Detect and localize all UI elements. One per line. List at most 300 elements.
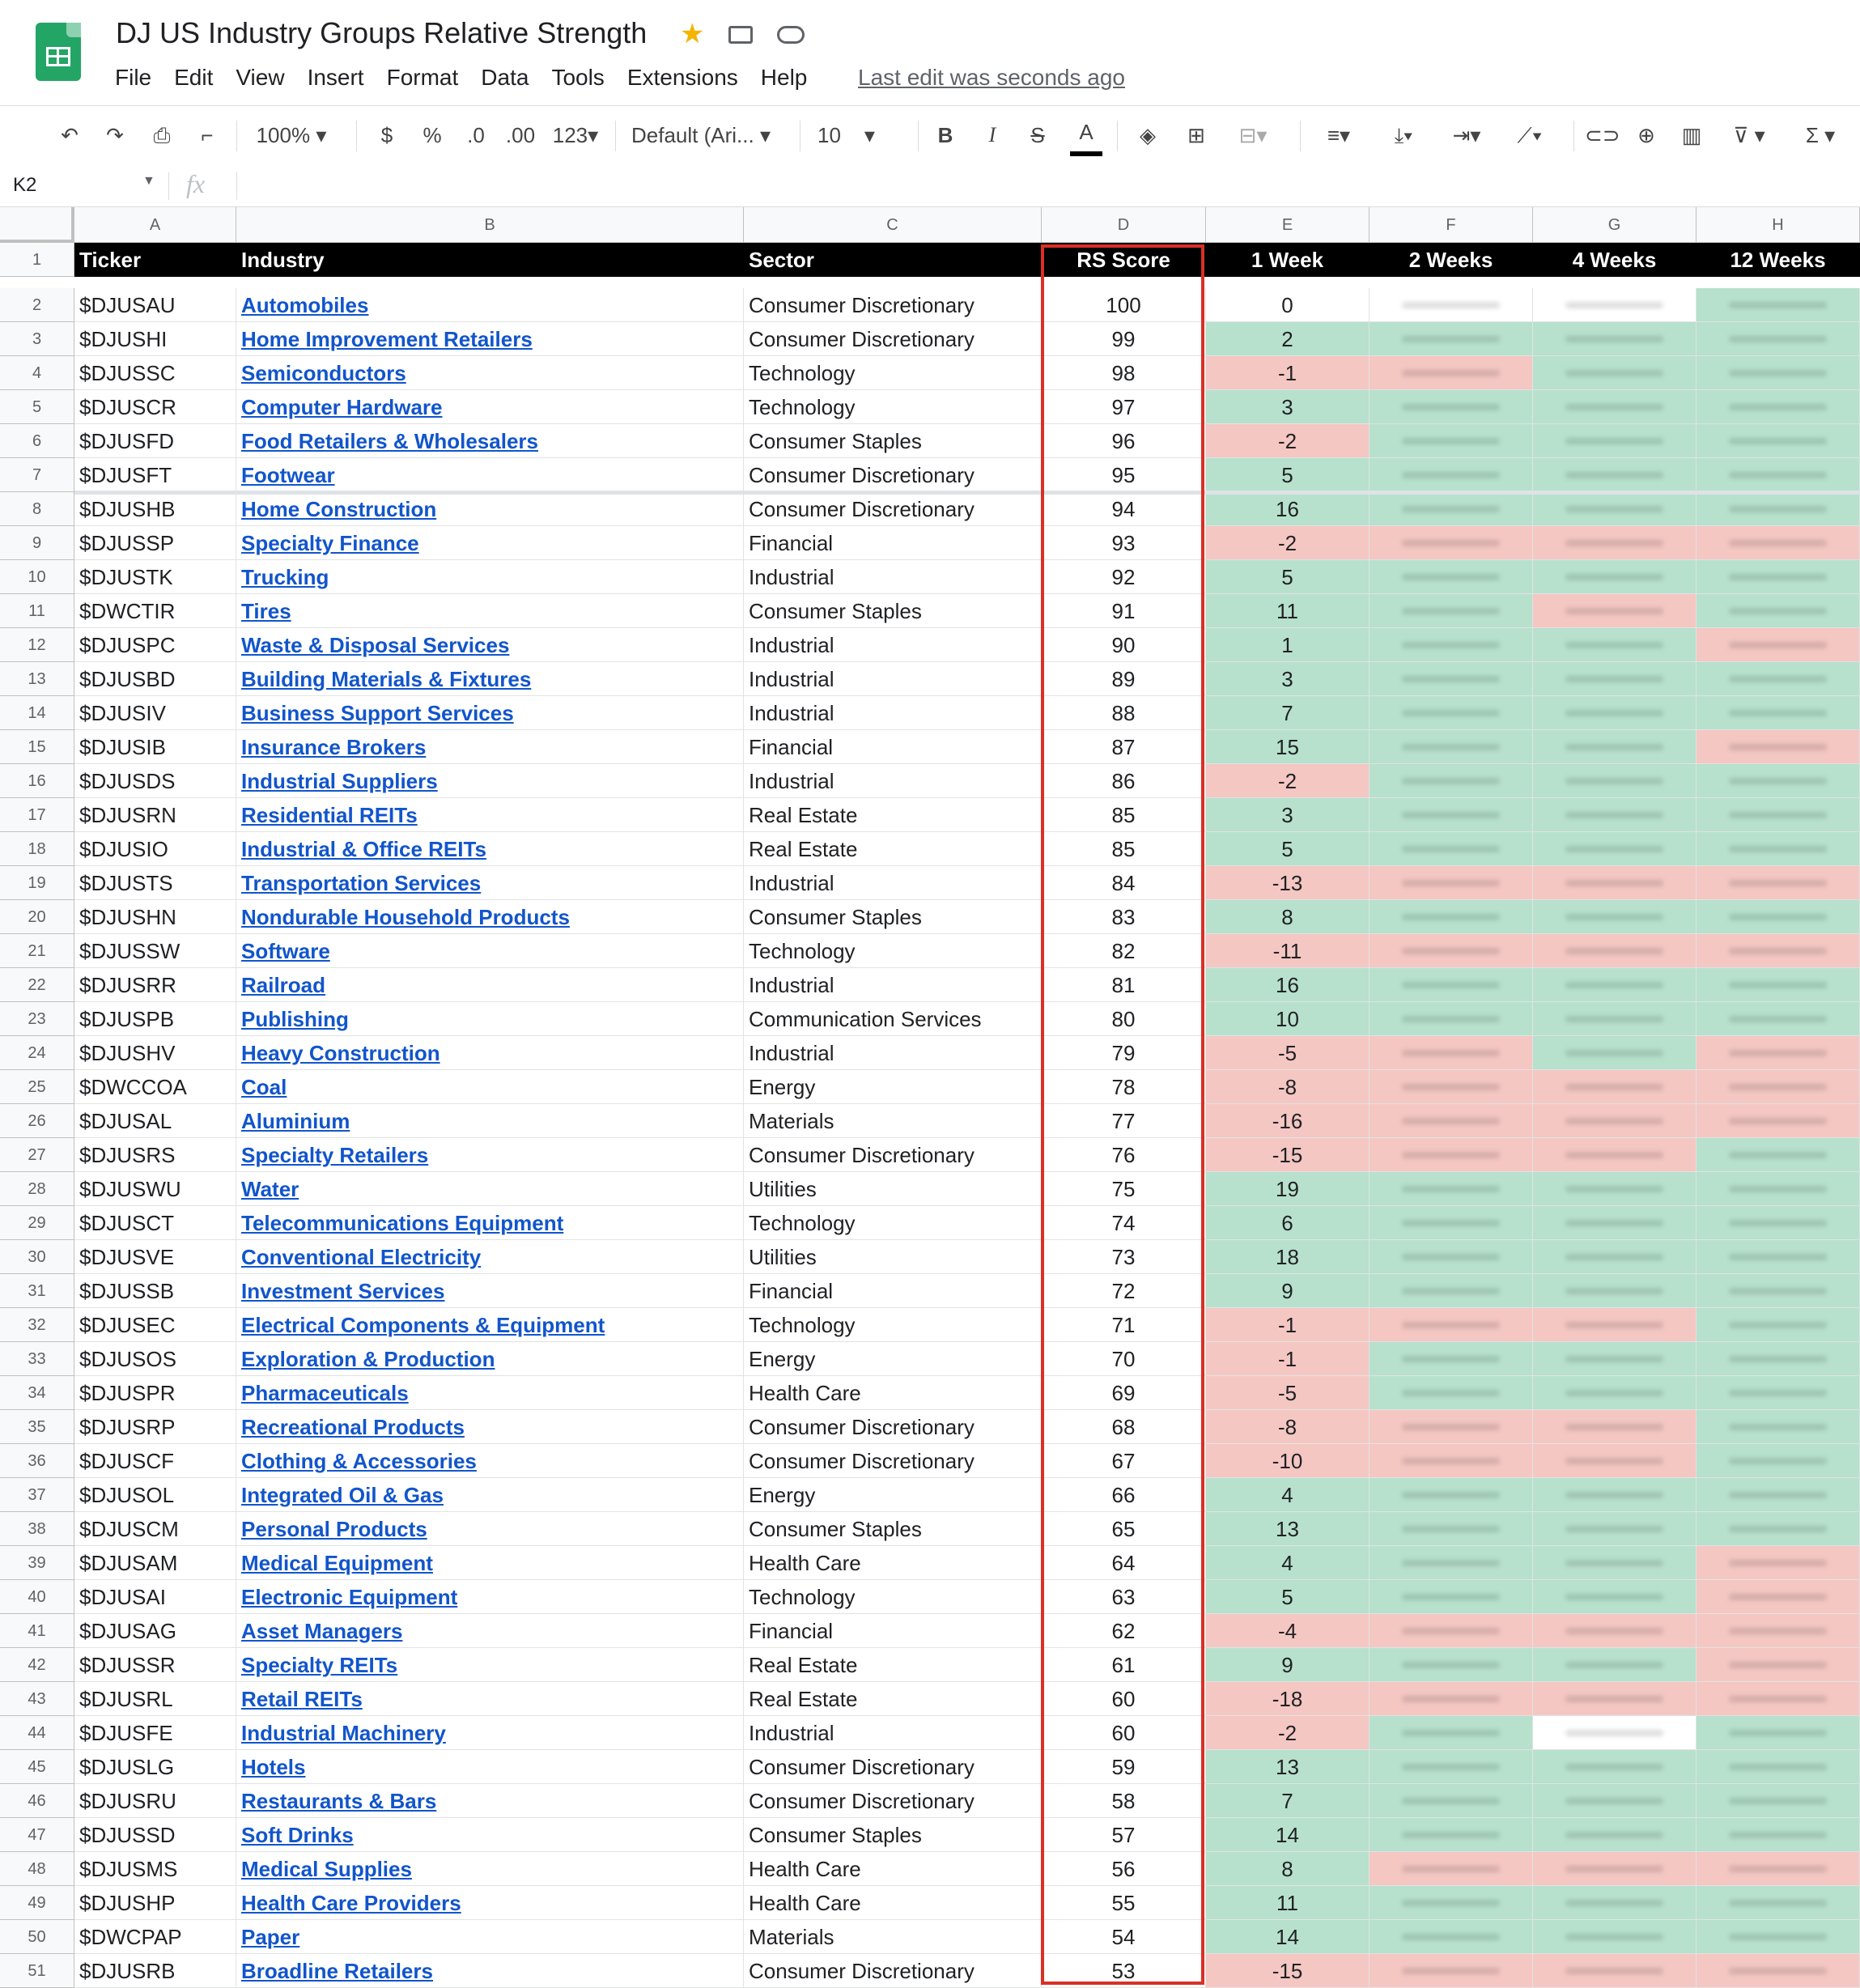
industry-link[interactable]: Industrial Machinery xyxy=(241,1721,446,1745)
industry-link[interactable]: Waste & Disposal Services xyxy=(241,633,510,657)
two-weeks-cell[interactable] xyxy=(1370,560,1533,594)
four-weeks-cell[interactable] xyxy=(1533,288,1697,322)
row-number[interactable]: 9 xyxy=(0,526,74,560)
rs-score-cell[interactable]: 75 xyxy=(1042,1172,1206,1206)
one-week-cell[interactable]: 9 xyxy=(1206,1648,1370,1682)
industry-link[interactable]: Soft Drinks xyxy=(241,1823,354,1847)
ticker-cell[interactable]: $DJUSFE xyxy=(74,1716,236,1750)
industry-link[interactable]: Software xyxy=(241,939,330,963)
row-number[interactable]: 30 xyxy=(0,1240,74,1274)
row-number[interactable]: 51 xyxy=(0,1954,74,1988)
one-week-cell[interactable]: -15 xyxy=(1206,1138,1370,1172)
sector-cell[interactable]: Consumer Discretionary xyxy=(744,1410,1042,1444)
row-number[interactable]: 31 xyxy=(0,1274,74,1308)
one-week-cell[interactable]: 15 xyxy=(1206,730,1370,764)
industry-link[interactable]: Railroad xyxy=(241,973,326,997)
one-week-cell[interactable]: 2 xyxy=(1206,322,1370,356)
decrease-decimal-button[interactable]: .0 xyxy=(467,123,485,147)
two-weeks-cell[interactable] xyxy=(1370,1920,1533,1954)
two-weeks-cell[interactable] xyxy=(1370,322,1533,356)
four-weeks-cell[interactable] xyxy=(1533,1512,1697,1546)
four-weeks-cell[interactable] xyxy=(1533,1206,1697,1240)
rs-score-cell[interactable]: 60 xyxy=(1042,1682,1206,1716)
industry-cell[interactable] xyxy=(236,458,744,492)
industry-cell[interactable] xyxy=(236,764,744,798)
four-weeks-cell[interactable] xyxy=(1533,560,1697,594)
two-weeks-cell[interactable] xyxy=(1370,526,1533,560)
twelve-weeks-cell[interactable] xyxy=(1697,458,1860,492)
sector-cell[interactable]: Technology xyxy=(744,1308,1042,1342)
rs-score-cell[interactable]: 88 xyxy=(1042,696,1206,730)
header-12-weeks[interactable]: 12 Weeks xyxy=(1697,243,1860,277)
rs-score-cell[interactable]: 61 xyxy=(1042,1648,1206,1682)
industry-link[interactable]: Electronic Equipment xyxy=(241,1585,458,1609)
sector-cell[interactable]: Financial xyxy=(744,1274,1042,1308)
ticker-cell[interactable]: $DJUSRB xyxy=(74,1954,236,1988)
twelve-weeks-cell[interactable] xyxy=(1697,1886,1860,1920)
industry-cell[interactable] xyxy=(236,1274,744,1308)
industry-cell[interactable] xyxy=(236,356,744,390)
ticker-cell[interactable]: $DJUSVE xyxy=(74,1240,236,1274)
rs-score-cell[interactable]: 70 xyxy=(1042,1342,1206,1376)
one-week-cell[interactable]: 4 xyxy=(1206,1478,1370,1512)
row-number[interactable]: 1 xyxy=(0,243,74,277)
fill-color-icon[interactable]: ◈ xyxy=(1140,123,1156,147)
two-weeks-cell[interactable] xyxy=(1370,1648,1533,1682)
merge-cells-icon[interactable]: ⊟▾ xyxy=(1238,123,1268,147)
industry-cell[interactable] xyxy=(236,1852,744,1886)
column-header-d[interactable]: D xyxy=(1042,207,1206,243)
industry-link[interactable]: Business Support Services xyxy=(241,701,514,725)
one-week-cell[interactable]: 11 xyxy=(1206,1886,1370,1920)
rs-score-cell[interactable]: 90 xyxy=(1042,628,1206,662)
industry-cell[interactable] xyxy=(236,1478,744,1512)
sector-cell[interactable]: Technology xyxy=(744,390,1042,424)
one-week-cell[interactable]: 14 xyxy=(1206,1818,1370,1852)
two-weeks-cell[interactable] xyxy=(1370,1478,1533,1512)
two-weeks-cell[interactable] xyxy=(1370,1274,1533,1308)
four-weeks-cell[interactable] xyxy=(1533,1274,1697,1308)
one-week-cell[interactable]: -2 xyxy=(1206,526,1370,560)
freeze-divider[interactable] xyxy=(74,491,1860,495)
four-weeks-cell[interactable] xyxy=(1533,764,1697,798)
sector-cell[interactable]: Consumer Staples xyxy=(744,1512,1042,1546)
four-weeks-cell[interactable] xyxy=(1533,1920,1697,1954)
sector-cell[interactable]: Technology xyxy=(744,356,1042,390)
industry-link[interactable]: Conventional Electricity xyxy=(241,1245,482,1269)
four-weeks-cell[interactable] xyxy=(1533,1682,1697,1716)
one-week-cell[interactable]: -2 xyxy=(1206,1716,1370,1750)
rs-score-cell[interactable]: 56 xyxy=(1042,1852,1206,1886)
ticker-cell[interactable]: $DJUSPC xyxy=(74,628,236,662)
industry-link[interactable]: Residential REITs xyxy=(241,803,418,827)
row-number[interactable]: 16 xyxy=(0,764,74,798)
two-weeks-cell[interactable] xyxy=(1370,356,1533,390)
header-sector[interactable]: Sector xyxy=(744,243,1042,277)
select-all-corner[interactable] xyxy=(0,207,74,243)
four-weeks-cell[interactable] xyxy=(1533,1070,1697,1104)
rs-score-cell[interactable]: 97 xyxy=(1042,390,1206,424)
rs-score-cell[interactable]: 99 xyxy=(1042,322,1206,356)
one-week-cell[interactable]: 3 xyxy=(1206,798,1370,832)
two-weeks-cell[interactable] xyxy=(1370,628,1533,662)
sector-cell[interactable]: Financial xyxy=(744,1614,1042,1648)
two-weeks-cell[interactable] xyxy=(1370,866,1533,900)
industry-cell[interactable] xyxy=(236,1036,744,1070)
industry-link[interactable]: Industrial & Office REITs xyxy=(241,837,486,861)
twelve-weeks-cell[interactable] xyxy=(1697,1954,1860,1988)
row-number[interactable]: 37 xyxy=(0,1478,74,1512)
row-number[interactable]: 46 xyxy=(0,1784,74,1818)
header-1-week[interactable]: 1 Week xyxy=(1206,243,1370,277)
increase-decimal-button[interactable]: .00 xyxy=(505,123,536,147)
menu-view[interactable]: View xyxy=(236,65,285,90)
row-number[interactable]: 4 xyxy=(0,356,74,390)
two-weeks-cell[interactable] xyxy=(1370,1444,1533,1478)
two-weeks-cell[interactable] xyxy=(1370,1716,1533,1750)
four-weeks-cell[interactable] xyxy=(1533,526,1697,560)
menu-insert[interactable]: Insert xyxy=(307,65,364,90)
industry-link[interactable]: Restaurants & Bars xyxy=(241,1789,437,1813)
sector-cell[interactable]: Industrial xyxy=(744,764,1042,798)
two-weeks-cell[interactable] xyxy=(1370,1580,1533,1614)
one-week-cell[interactable]: -15 xyxy=(1206,1954,1370,1988)
sheets-logo-icon[interactable] xyxy=(36,23,81,81)
one-week-cell[interactable]: 14 xyxy=(1206,1920,1370,1954)
ticker-cell[interactable]: $DJUSTS xyxy=(74,866,236,900)
industry-cell[interactable] xyxy=(236,1580,744,1614)
ticker-cell[interactable]: $DJUSRU xyxy=(74,1784,236,1818)
row-number[interactable]: 38 xyxy=(0,1512,74,1546)
four-weeks-cell[interactable] xyxy=(1533,1342,1697,1376)
twelve-weeks-cell[interactable] xyxy=(1697,1852,1860,1886)
text-wrapping-icon[interactable]: ⇥▾ xyxy=(1452,123,1481,147)
one-week-cell[interactable]: -1 xyxy=(1206,1308,1370,1342)
two-weeks-cell[interactable] xyxy=(1370,1308,1533,1342)
ticker-cell[interactable]: $DJUSCM xyxy=(74,1512,236,1546)
twelve-weeks-cell[interactable] xyxy=(1697,594,1860,628)
industry-link[interactable]: Heavy Construction xyxy=(241,1041,440,1065)
industry-cell[interactable] xyxy=(236,1104,744,1138)
two-weeks-cell[interactable] xyxy=(1370,1682,1533,1716)
ticker-cell[interactable]: $DWCPAP xyxy=(74,1920,236,1954)
two-weeks-cell[interactable] xyxy=(1370,1002,1533,1036)
industry-cell[interactable] xyxy=(236,390,744,424)
industry-cell[interactable] xyxy=(236,1886,744,1920)
row-number[interactable]: 39 xyxy=(0,1546,74,1580)
four-weeks-cell[interactable] xyxy=(1533,662,1697,696)
four-weeks-cell[interactable] xyxy=(1533,1376,1697,1410)
ticker-cell[interactable]: $DJUSOL xyxy=(74,1478,236,1512)
column-header-e[interactable]: E xyxy=(1206,207,1370,243)
rs-score-cell[interactable]: 58 xyxy=(1042,1784,1206,1818)
industry-cell[interactable] xyxy=(236,1342,744,1376)
one-week-cell[interactable]: -1 xyxy=(1206,356,1370,390)
text-rotation-icon[interactable]: ⟋▾ xyxy=(1517,123,1543,147)
sector-cell[interactable]: Real Estate xyxy=(744,832,1042,866)
industry-cell[interactable] xyxy=(236,1444,744,1478)
twelve-weeks-cell[interactable] xyxy=(1697,968,1860,1002)
twelve-weeks-cell[interactable] xyxy=(1697,900,1860,934)
industry-link[interactable]: Specialty Finance xyxy=(241,531,419,555)
industry-cell[interactable] xyxy=(236,832,744,866)
twelve-weeks-cell[interactable] xyxy=(1697,1784,1860,1818)
cloud-status-icon[interactable] xyxy=(777,26,805,44)
row-number[interactable]: 29 xyxy=(0,1206,74,1240)
twelve-weeks-cell[interactable] xyxy=(1697,1818,1860,1852)
sector-cell[interactable]: Industrial xyxy=(744,1036,1042,1070)
four-weeks-cell[interactable] xyxy=(1533,1954,1697,1988)
one-week-cell[interactable]: 8 xyxy=(1206,900,1370,934)
ticker-cell[interactable]: $DJUSCF xyxy=(74,1444,236,1478)
one-week-cell[interactable]: 13 xyxy=(1206,1750,1370,1784)
twelve-weeks-cell[interactable] xyxy=(1697,1750,1860,1784)
four-weeks-cell[interactable] xyxy=(1533,424,1697,458)
rs-score-cell[interactable]: 87 xyxy=(1042,730,1206,764)
two-weeks-cell[interactable] xyxy=(1370,288,1533,322)
four-weeks-cell[interactable] xyxy=(1533,1240,1697,1274)
rs-score-cell[interactable]: 86 xyxy=(1042,764,1206,798)
industry-link[interactable]: Medical Equipment xyxy=(241,1551,433,1575)
twelve-weeks-cell[interactable] xyxy=(1697,1478,1860,1512)
industry-cell[interactable] xyxy=(236,526,744,560)
industry-link[interactable]: Transportation Services xyxy=(241,871,482,895)
insert-link-icon[interactable]: ⊂⊃ xyxy=(1585,123,1620,147)
row-number[interactable]: 11 xyxy=(0,594,74,628)
ticker-cell[interactable]: $DJUSAU xyxy=(74,288,236,322)
horizontal-align-icon[interactable]: ≡▾ xyxy=(1327,123,1351,147)
one-week-cell[interactable]: -10 xyxy=(1206,1444,1370,1478)
ticker-cell[interactable]: $DJUSFD xyxy=(74,424,236,458)
rs-score-cell[interactable]: 85 xyxy=(1042,832,1206,866)
industry-cell[interactable] xyxy=(236,1716,744,1750)
four-weeks-cell[interactable] xyxy=(1533,1580,1697,1614)
twelve-weeks-cell[interactable] xyxy=(1697,356,1860,390)
ticker-cell[interactable]: $DJUSWU xyxy=(74,1172,236,1206)
industry-link[interactable]: Insurance Brokers xyxy=(241,735,427,759)
italic-button[interactable]: I xyxy=(988,123,996,147)
twelve-weeks-cell[interactable] xyxy=(1697,1376,1860,1410)
ticker-cell[interactable]: $DJUSSR xyxy=(74,1648,236,1682)
twelve-weeks-cell[interactable] xyxy=(1697,1920,1860,1954)
ticker-cell[interactable]: $DWCTIR xyxy=(74,594,236,628)
four-weeks-cell[interactable] xyxy=(1533,1002,1697,1036)
one-week-cell[interactable]: 3 xyxy=(1206,662,1370,696)
four-weeks-cell[interactable] xyxy=(1533,1036,1697,1070)
one-week-cell[interactable]: -8 xyxy=(1206,1070,1370,1104)
rs-score-cell[interactable]: 69 xyxy=(1042,1376,1206,1410)
last-edit-link[interactable]: Last edit was seconds ago xyxy=(858,65,1125,90)
industry-cell[interactable] xyxy=(236,1614,744,1648)
sector-cell[interactable]: Consumer Staples xyxy=(744,594,1042,628)
four-weeks-cell[interactable] xyxy=(1533,1886,1697,1920)
sector-cell[interactable]: Industrial xyxy=(744,696,1042,730)
rs-score-cell[interactable]: 84 xyxy=(1042,866,1206,900)
industry-link[interactable]: Water xyxy=(241,1177,299,1201)
ticker-cell[interactable]: $DJUSMS xyxy=(74,1852,236,1886)
industry-link[interactable]: Nondurable Household Products xyxy=(241,905,570,929)
insert-comment-icon[interactable]: ⊕ xyxy=(1637,123,1655,147)
ticker-cell[interactable]: $DJUSCT xyxy=(74,1206,236,1240)
industry-cell[interactable] xyxy=(236,1376,744,1410)
ticker-cell[interactable]: $DJUSHP xyxy=(74,1886,236,1920)
twelve-weeks-cell[interactable] xyxy=(1697,866,1860,900)
sector-cell[interactable]: Industrial xyxy=(744,1716,1042,1750)
sector-cell[interactable]: Financial xyxy=(744,730,1042,764)
row-number[interactable]: 47 xyxy=(0,1818,74,1852)
industry-link[interactable]: Industrial Suppliers xyxy=(241,769,438,793)
four-weeks-cell[interactable] xyxy=(1533,322,1697,356)
sector-cell[interactable]: Industrial xyxy=(744,866,1042,900)
two-weeks-cell[interactable] xyxy=(1370,696,1533,730)
name-box[interactable]: K2 xyxy=(13,174,37,196)
industry-link[interactable]: Specialty Retailers xyxy=(241,1143,429,1167)
twelve-weeks-cell[interactable] xyxy=(1697,1444,1860,1478)
twelve-weeks-cell[interactable] xyxy=(1697,526,1860,560)
rs-score-cell[interactable]: 85 xyxy=(1042,798,1206,832)
industry-cell[interactable] xyxy=(236,1546,744,1580)
sector-cell[interactable]: Materials xyxy=(744,1104,1042,1138)
twelve-weeks-cell[interactable] xyxy=(1697,1546,1860,1580)
rs-score-cell[interactable]: 92 xyxy=(1042,560,1206,594)
four-weeks-cell[interactable] xyxy=(1533,458,1697,492)
rs-score-cell[interactable]: 89 xyxy=(1042,662,1206,696)
row-number[interactable]: 8 xyxy=(0,492,74,526)
row-number[interactable]: 33 xyxy=(0,1342,74,1376)
two-weeks-cell[interactable] xyxy=(1370,1138,1533,1172)
rs-score-cell[interactable]: 59 xyxy=(1042,1750,1206,1784)
one-week-cell[interactable]: -18 xyxy=(1206,1682,1370,1716)
one-week-cell[interactable]: 5 xyxy=(1206,560,1370,594)
industry-link[interactable]: Footwear xyxy=(241,463,335,487)
menu-format[interactable]: Format xyxy=(386,65,459,90)
one-week-cell[interactable]: -5 xyxy=(1206,1036,1370,1070)
more-formats-button[interactable]: 123▾ xyxy=(552,123,599,147)
menu-extensions[interactable]: Extensions xyxy=(626,65,738,90)
menu-data[interactable]: Data xyxy=(481,65,529,90)
industry-link[interactable]: Hotels xyxy=(241,1755,306,1779)
ticker-cell[interactable]: $DJUSHI xyxy=(74,322,236,356)
insert-chart-icon[interactable]: ▥ xyxy=(1681,123,1702,147)
two-weeks-cell[interactable] xyxy=(1370,1852,1533,1886)
industry-link[interactable]: Personal Products xyxy=(241,1517,427,1541)
ticker-cell[interactable]: $DJUSTK xyxy=(74,560,236,594)
row-number[interactable]: 32 xyxy=(0,1308,74,1342)
row-number[interactable]: 49 xyxy=(0,1886,74,1920)
move-folder-icon[interactable] xyxy=(728,26,753,44)
industry-cell[interactable] xyxy=(236,1240,744,1274)
two-weeks-cell[interactable] xyxy=(1370,1750,1533,1784)
ticker-cell[interactable]: $DJUSIV xyxy=(74,696,236,730)
two-weeks-cell[interactable] xyxy=(1370,730,1533,764)
row-number[interactable]: 34 xyxy=(0,1376,74,1410)
ticker-cell[interactable]: $DJUSHB xyxy=(74,492,236,526)
sector-cell[interactable]: Technology xyxy=(744,1206,1042,1240)
four-weeks-cell[interactable] xyxy=(1533,1444,1697,1478)
row-number[interactable]: 12 xyxy=(0,628,74,662)
column-header-g[interactable]: G xyxy=(1533,207,1697,243)
twelve-weeks-cell[interactable] xyxy=(1697,390,1860,424)
industry-cell[interactable] xyxy=(236,1784,744,1818)
sector-cell[interactable]: Consumer Discretionary xyxy=(744,1784,1042,1818)
sector-cell[interactable]: Health Care xyxy=(744,1852,1042,1886)
two-weeks-cell[interactable] xyxy=(1370,458,1533,492)
twelve-weeks-cell[interactable] xyxy=(1697,1614,1860,1648)
one-week-cell[interactable]: 8 xyxy=(1206,1852,1370,1886)
industry-cell[interactable] xyxy=(236,1682,744,1716)
industry-cell[interactable] xyxy=(236,560,744,594)
industry-link[interactable]: Electrical Components & Equipment xyxy=(241,1313,605,1337)
twelve-weeks-cell[interactable] xyxy=(1697,1512,1860,1546)
industry-link[interactable]: Retail REITs xyxy=(241,1687,363,1711)
one-week-cell[interactable]: 11 xyxy=(1206,594,1370,628)
four-weeks-cell[interactable] xyxy=(1533,1308,1697,1342)
one-week-cell[interactable]: -1 xyxy=(1206,1342,1370,1376)
row-number[interactable]: 3 xyxy=(0,322,74,356)
rs-score-cell[interactable]: 94 xyxy=(1042,492,1206,526)
industry-link[interactable]: Automobiles xyxy=(241,293,369,317)
two-weeks-cell[interactable] xyxy=(1370,900,1533,934)
four-weeks-cell[interactable] xyxy=(1533,1478,1697,1512)
industry-cell[interactable] xyxy=(236,1512,744,1546)
row-number[interactable]: 7 xyxy=(0,458,74,492)
row-number[interactable]: 43 xyxy=(0,1682,74,1716)
rs-score-cell[interactable]: 54 xyxy=(1042,1920,1206,1954)
row-number[interactable]: 19 xyxy=(0,866,74,900)
two-weeks-cell[interactable] xyxy=(1370,832,1533,866)
industry-link[interactable]: Building Materials & Fixtures xyxy=(241,667,532,691)
menu-tools[interactable]: Tools xyxy=(551,65,605,90)
sector-cell[interactable]: Consumer Discretionary xyxy=(744,322,1042,356)
twelve-weeks-cell[interactable] xyxy=(1697,1172,1860,1206)
filter-icon[interactable]: ⊽ ▾ xyxy=(1733,123,1765,147)
four-weeks-cell[interactable] xyxy=(1533,730,1697,764)
four-weeks-cell[interactable] xyxy=(1533,1784,1697,1818)
one-week-cell[interactable]: 7 xyxy=(1206,1784,1370,1818)
industry-link[interactable]: Specialty REITs xyxy=(241,1653,398,1677)
sector-cell[interactable]: Consumer Discretionary xyxy=(744,458,1042,492)
header-2-weeks[interactable]: 2 Weeks xyxy=(1370,243,1533,277)
twelve-weeks-cell[interactable] xyxy=(1697,1138,1860,1172)
vertical-align-icon[interactable]: ⤓▾ xyxy=(1394,123,1413,147)
four-weeks-cell[interactable] xyxy=(1533,1138,1697,1172)
twelve-weeks-cell[interactable] xyxy=(1697,696,1860,730)
ticker-cell[interactable]: $DJUSPB xyxy=(74,1002,236,1036)
four-weeks-cell[interactable] xyxy=(1533,356,1697,390)
two-weeks-cell[interactable] xyxy=(1370,1886,1533,1920)
ticker-cell[interactable]: $DJUSRL xyxy=(74,1682,236,1716)
document-title[interactable]: DJ US Industry Groups Relative Strength xyxy=(116,16,648,49)
four-weeks-cell[interactable] xyxy=(1533,1172,1697,1206)
two-weeks-cell[interactable] xyxy=(1370,1410,1533,1444)
sector-cell[interactable]: Technology xyxy=(744,1580,1042,1614)
twelve-weeks-cell[interactable] xyxy=(1697,1002,1860,1036)
row-number[interactable]: 10 xyxy=(0,560,74,594)
two-weeks-cell[interactable] xyxy=(1370,1036,1533,1070)
redo-icon[interactable]: ↷ xyxy=(106,123,124,147)
ticker-cell[interactable]: $DJUSRP xyxy=(74,1410,236,1444)
rs-score-cell[interactable]: 93 xyxy=(1042,526,1206,560)
one-week-cell[interactable]: 18 xyxy=(1206,1240,1370,1274)
paint-format-icon[interactable]: ⌐ xyxy=(201,123,214,147)
print-icon[interactable]: ⎙ xyxy=(153,123,171,147)
two-weeks-cell[interactable] xyxy=(1370,1784,1533,1818)
row-number[interactable]: 21 xyxy=(0,934,74,968)
twelve-weeks-cell[interactable] xyxy=(1697,1274,1860,1308)
sector-cell[interactable]: Consumer Staples xyxy=(744,900,1042,934)
four-weeks-cell[interactable] xyxy=(1533,492,1697,526)
twelve-weeks-cell[interactable] xyxy=(1697,560,1860,594)
